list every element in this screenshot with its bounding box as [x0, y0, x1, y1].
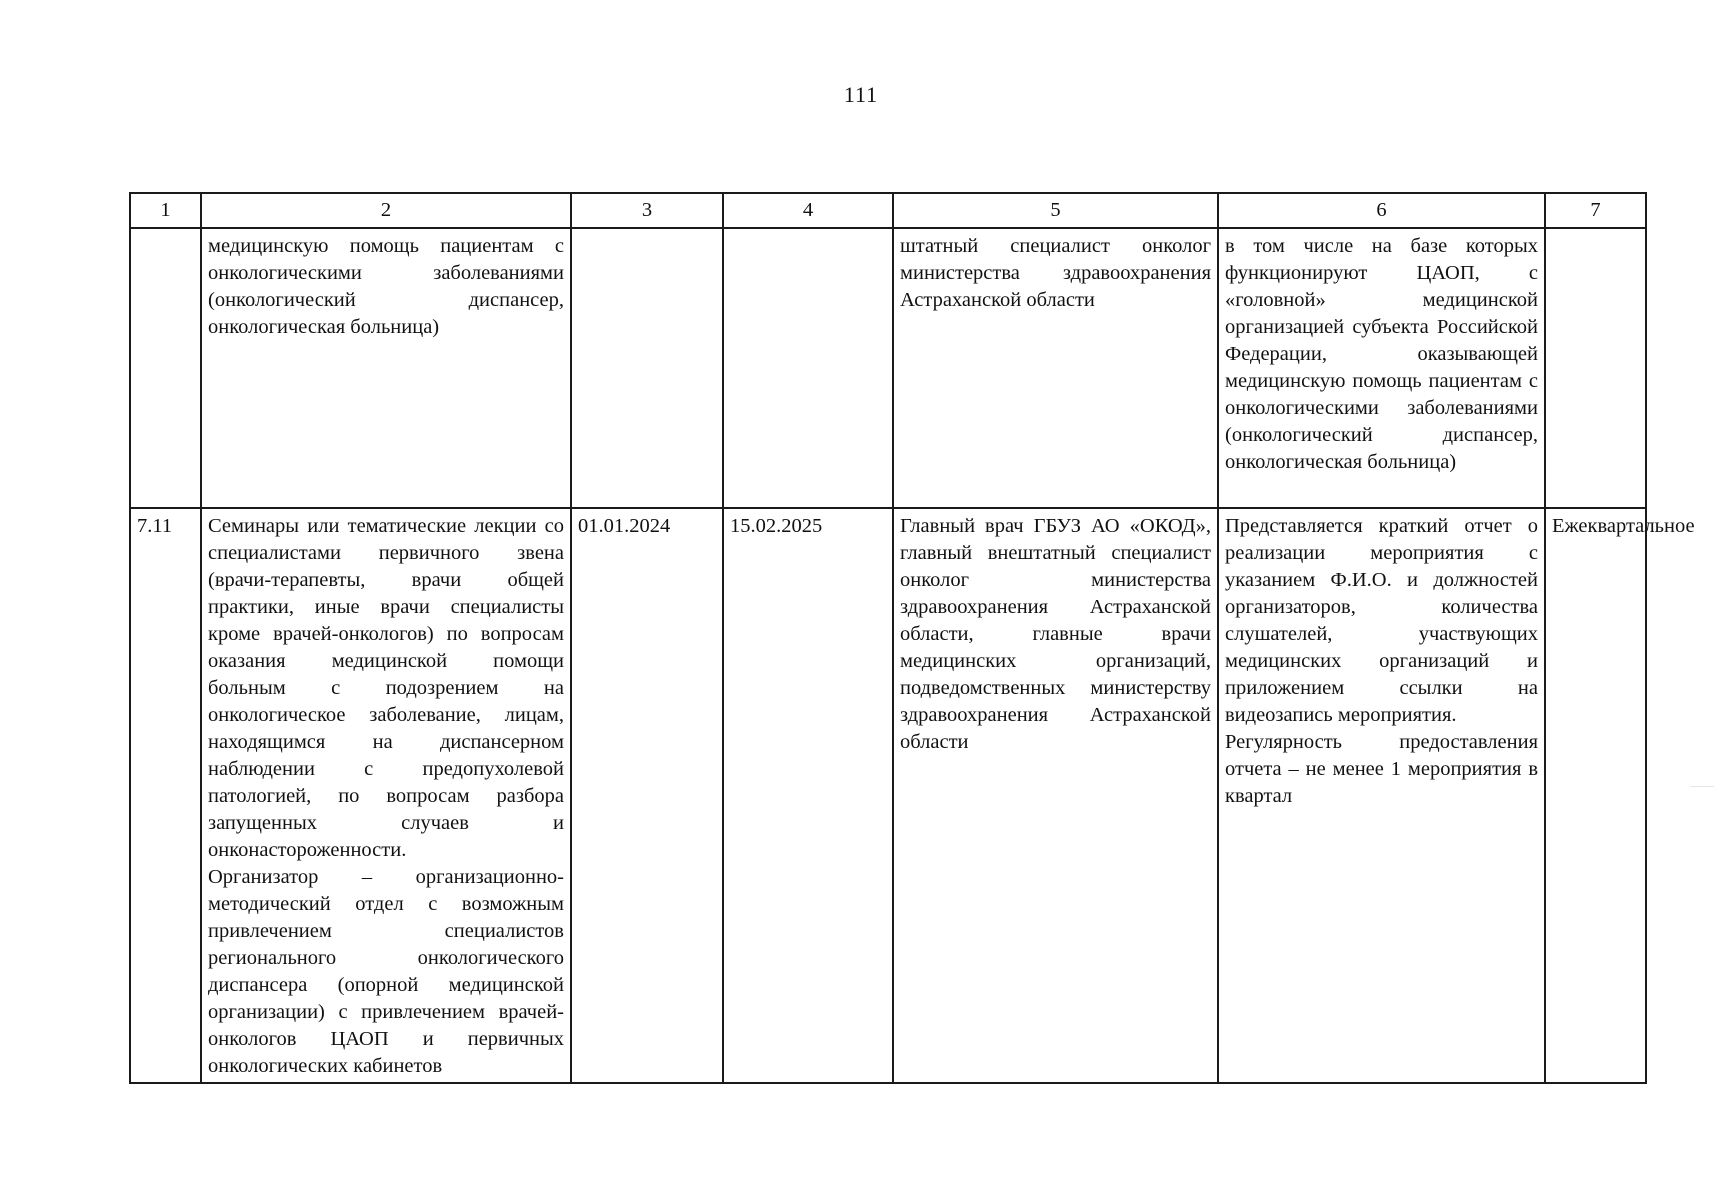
cell-end-date [723, 228, 893, 508]
table-row-7-11 [130, 508, 1646, 1083]
description-paragraph: Семинары или тематические лекции со специалистами первичного звена (врачи-терапевты, врачи общей практики, иные врачи специалисты кроме врачей-онкологов) по вопросам оказания медицинской помощи больным с подозрением на онкологическое заболевание, лицам, находящимся на диспансерном наблюдении с предопухолевой патологией, по вопросам разбора запущенных случаев и онконастороженности. [208, 515, 564, 861]
cell-responsible: штатный специалист онколог министерства здравоохранения Астраханской области [893, 228, 1218, 508]
column-header: 1 [130, 193, 201, 228]
cell-end-date: 15.02.2025 [723, 508, 893, 1083]
column-header: 6 [1218, 193, 1545, 228]
organizer-paragraph: Организатор – организационно-методический отдел с возможным привлечением специалистов регионального онкологического диспансера (опорной медицинской организации) с привлечением врачей-онкологов ЦАОП и первичных онкологических кабинетов [208, 866, 564, 1077]
cell-periodicity: Ежеквартальное [1545, 508, 1646, 1083]
column-header: 4 [723, 193, 893, 228]
page-number: 111 [843, 82, 879, 107]
cell-start-date: 01.01.2024 [571, 508, 723, 1083]
column-header: 5 [893, 193, 1218, 228]
activities-table [129, 192, 1695, 1084]
cell-description [201, 508, 571, 1083]
cell-description: медицинскую помощь пациентам с онкологическими заболеваниями (онкологический диспансер, онкологическая больница) [201, 228, 571, 508]
cell-number [130, 228, 201, 508]
cell-result [1218, 508, 1545, 1083]
cell-responsible: Главный врач ГБУЗ АО «ОКОД», главный внештатный специалист онколог министерства здравоохранения Астраханской области, главные врачи медицинских организаций, подведомственных министерству здравоохранения Астраханской области [893, 508, 1218, 1083]
cell-periodicity [1545, 228, 1646, 508]
regularity-paragraph: Регулярность предоставления отчета – не менее 1 мероприятия в квартал [1225, 731, 1538, 807]
column-header: 7 [1545, 193, 1646, 228]
cell-result: в том числе на базе которых функционируют ЦАОП, с «головной» медицинской организацией субъекта Российской Федерации, оказывающей медицинскую помощь пациентам с онкологическими заболеваниями (онкологический диспансер, онкологическая больница) [1218, 228, 1545, 508]
column-header: 2 [201, 193, 571, 228]
column-header: 3 [571, 193, 723, 228]
cell-start-date [571, 228, 723, 508]
cell-number: 7.11 [130, 508, 201, 1083]
result-paragraph: Представляется краткий отчет о реализации мероприятия с указанием Ф.И.О. и должностей организаторов, количества слушателей, участвующих медицинских организаций и приложением ссылки на видеозапись мероприятия. [1225, 515, 1538, 726]
table-row-continuation [130, 228, 1646, 508]
column-number-row [130, 193, 1646, 228]
scan-mark [1690, 786, 1714, 787]
